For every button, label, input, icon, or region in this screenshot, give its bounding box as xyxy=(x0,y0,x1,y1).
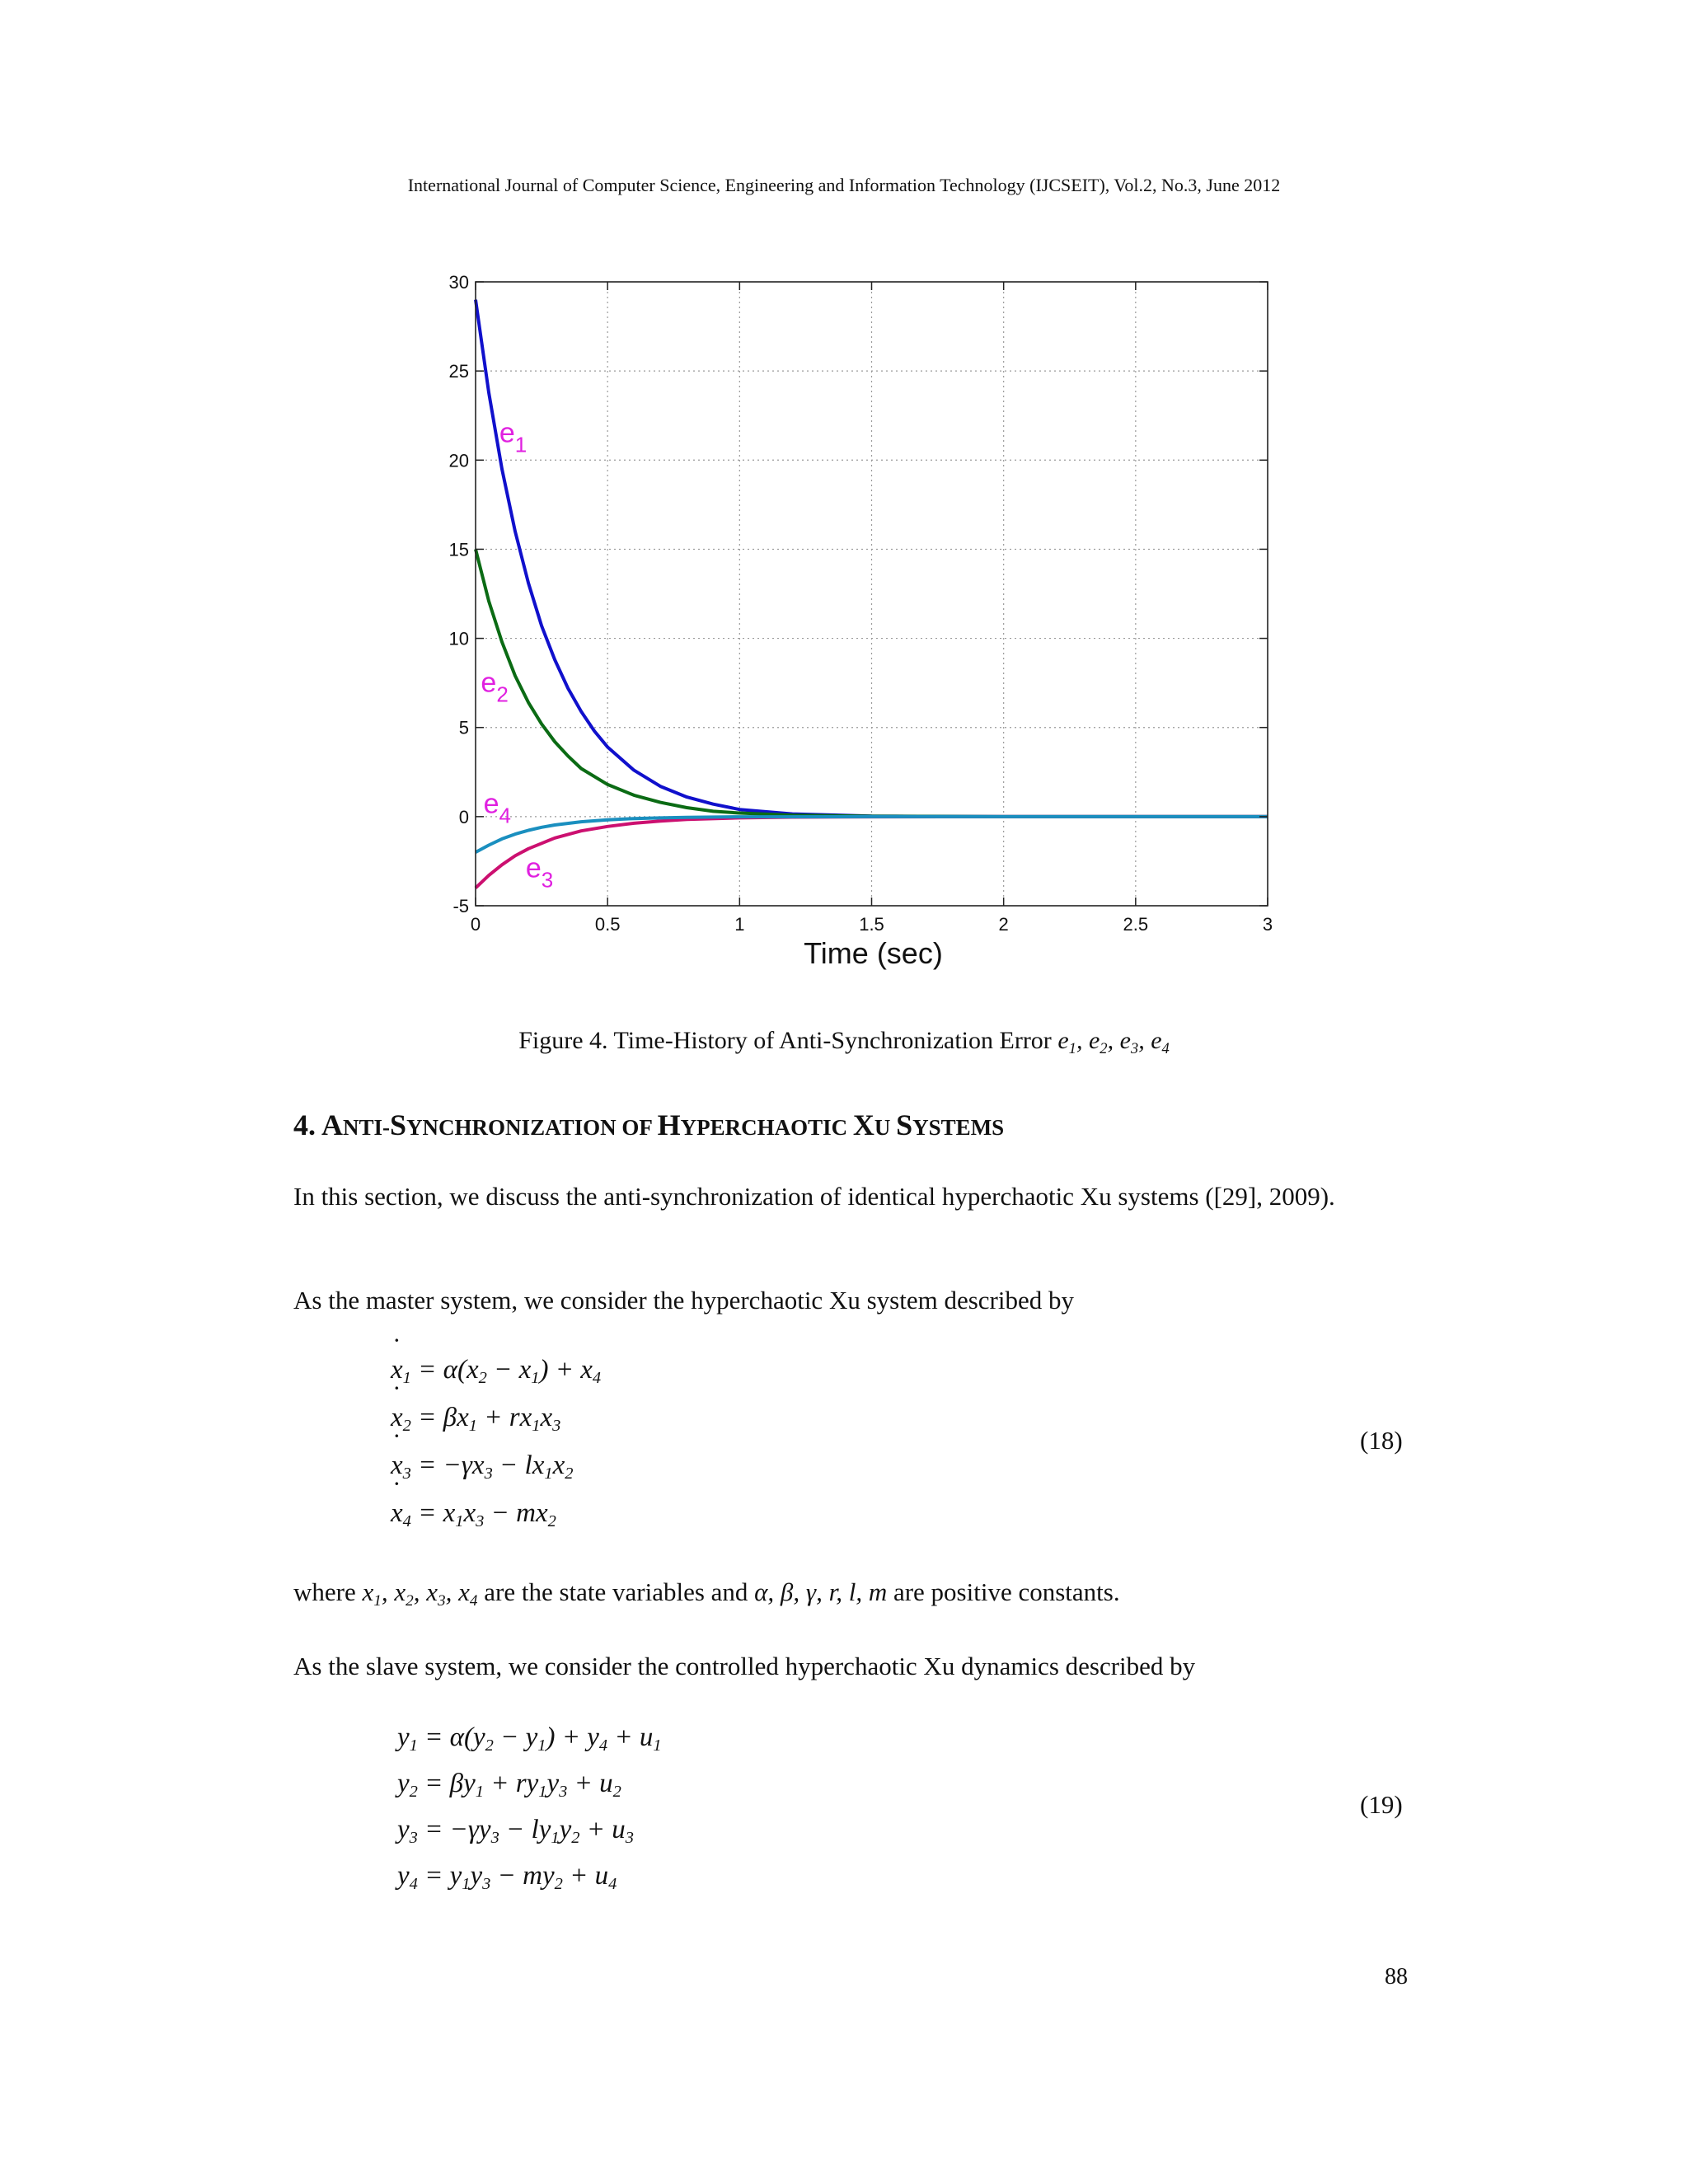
y-tick-label: 20 xyxy=(448,450,469,471)
curve-label: $e_3$ xyxy=(525,852,554,893)
where-states: $x_1$, $x_2$, $x_3$, $x_4$ xyxy=(362,1577,478,1610)
intro-paragraph: In this section, we discuss the anti-synchronization of identical hyperchaotic Xu systems ([29], 2009). xyxy=(293,1182,1335,1211)
slave-intro-paragraph: As the slave system, we consider the controlled hyperchaotic Xu dynamics described by xyxy=(293,1652,1196,1680)
x-tick-label: 2 xyxy=(998,914,1009,935)
heading-smallcaps: YSTEMS xyxy=(912,1115,1005,1140)
y-tick-label: 0 xyxy=(458,806,469,827)
where-middle: are the state variables and xyxy=(477,1577,755,1606)
heading-initial: H xyxy=(657,1108,681,1141)
x-tick-label: 1.5 xyxy=(859,914,884,935)
equation-line: ˙ $x_4 = x_1x_3 - mx_2$ xyxy=(391,1498,556,1529)
x-tick-label: 3 xyxy=(1262,914,1273,935)
y-tick-label: -5 xyxy=(452,896,469,916)
heading-initial: S xyxy=(390,1108,407,1141)
where-suffix: are positive constants. xyxy=(887,1577,1120,1606)
equation-number-19: (19) xyxy=(1360,1790,1403,1819)
curve-label: $e_4$ xyxy=(483,788,512,828)
x-axis-label: Time (sec) xyxy=(804,936,943,970)
x-tick-label: 1 xyxy=(734,914,745,935)
figure-caption xyxy=(0,1027,1688,1055)
heading-initial: X xyxy=(852,1108,874,1141)
y-tick-label: 10 xyxy=(448,628,469,649)
equation-line: ˙ $x_3 = -\gamma x_3 - lx_1x_2$ xyxy=(391,1451,573,1481)
curve-label: $e_2$ xyxy=(481,667,509,707)
y-tick-label: 30 xyxy=(448,272,469,293)
page-number: 88 xyxy=(1385,1964,1408,1990)
section-number: 4. xyxy=(293,1108,322,1141)
equation-line: $y_2 = \beta y_1 + ry_1y_3 + u_2$ xyxy=(397,1769,621,1801)
equation-line: ˙ $x_1 = \alpha(x_2 - x_1) + x_4$ xyxy=(391,1355,601,1385)
caption-math: $e_1$, $e_2$, $e_3$, $e_4$ xyxy=(1057,1027,1170,1057)
equation-number-18: (18) xyxy=(1360,1426,1403,1455)
heading-smallcaps: OF xyxy=(621,1115,658,1140)
where-params: α, β, γ, r, l, m xyxy=(754,1577,888,1606)
running-header: International Journal of Computer Science, Engineering and Information Technology (IJCSEIT), Vol.2, No.3, June 2012 xyxy=(407,175,1281,195)
equation-line: ˙ $x_2 = \beta x_1 + rx_1x_3$ xyxy=(391,1403,560,1433)
x-tick-label: 2.5 xyxy=(1123,914,1149,935)
section-heading xyxy=(293,1108,1004,1142)
heading-smallcaps: YNCHRONIZATION xyxy=(406,1115,622,1140)
x-tick-label: 0.5 xyxy=(594,914,621,935)
equation-line: $y_1 = \alpha(y_2 - y_1) + y_4 + u_1$ xyxy=(397,1722,662,1755)
y-tick-label: 15 xyxy=(448,539,469,560)
curve-label: $e_1$ xyxy=(499,417,528,457)
y-tick-label: 25 xyxy=(448,361,469,382)
caption-text: Figure 4. Time-History of Anti-Synchronization Error xyxy=(518,1027,1058,1054)
where-prefix: where xyxy=(293,1577,363,1606)
heading-initial: S xyxy=(896,1108,913,1141)
equation-line: $y_3 = -\gamma y_3 - ly_1y_2 + u_3$ xyxy=(397,1815,634,1847)
equation-line: $y_4 = y_1y_3 - my_2 + u_4$ xyxy=(397,1861,617,1893)
x-tick-label: 0 xyxy=(470,914,481,935)
where-paragraph xyxy=(293,1574,1418,1610)
y-tick-label: 5 xyxy=(458,717,469,738)
figure-4-chart xyxy=(0,0,1688,989)
heading-smallcaps: NTI- xyxy=(343,1115,391,1140)
heading-smallcaps: YPERCHAOTIC xyxy=(680,1115,853,1140)
master-intro-paragraph: As the master system, we consider the hyperchaotic Xu system described by xyxy=(293,1286,1074,1315)
section-title xyxy=(321,1108,1004,1141)
heading-smallcaps: U xyxy=(874,1115,897,1140)
heading-initial: A xyxy=(321,1108,344,1141)
